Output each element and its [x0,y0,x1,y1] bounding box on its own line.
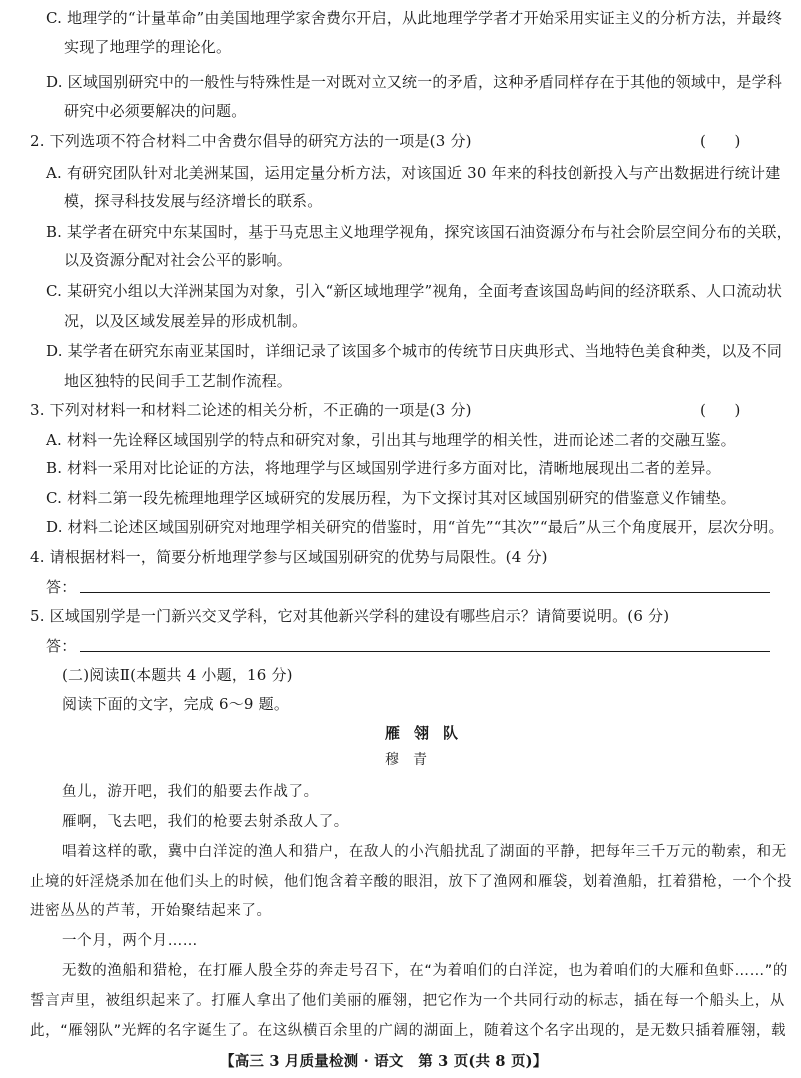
story-line: 誓言声里，被组织起来了。打雁人拿出了他们美丽的雁翎，把它作为一个共同行动的标志，插在每一个船头上，从 [30,993,785,1009]
q2-answer-bracket[interactable]: ( ) [700,132,741,150]
page-footer: 【高三 3 月质量检测 · 语文 第 3 页(共 8 页)】 [220,1053,548,1070]
q3-option-b: B. 材料一采用对比论证的方法，将地理学与区域国别学进行多方面对比，清晰地展现出二者的差异。 [46,459,721,477]
q3-option-a: A. 材料一先诠释区域国别学的特点和研究对象，引出其与地理学的相关性，进而论述二者的交融互鉴。 [46,431,736,449]
q4-stem: 4. 请根据材料一，简要分析地理学参与区域国别研究的优势与局限性。(4 分) [30,548,548,566]
story-line: 无数的渔船和猎枪，在打雁人殷全芬的奔走号召下，在“为着咱们的白洋淀，也为着咱们的大雁和鱼虾……”的 [62,963,788,979]
story-line: 一个月，两个月…… [62,933,198,949]
q2-option-c-line1: C. 某研究小组以大洋洲某国为对象，引入“新区域地理学”视角，全面考查该国岛屿间的经济联系、人口流动状 [46,282,783,300]
q3-option-c: C. 材料二第一段先梳理地理学区域研究的发展历程，为下文探讨其对区域国别研究的借鉴意义作铺垫。 [46,489,736,507]
q1-option-c-line2: 实现了地理学的理论化。 [64,38,232,56]
q1-option-d-line1: D. 区域国别研究中的一般性与特殊性是一对既对立又统一的矛盾，这种矛盾同样存在于其他的领域中，是学科 [46,73,783,91]
story-line: 唱着这样的歌，冀中白洋淀的渔人和猎户，在敌人的小汽船扰乱了湖面的平静，把每年三千万元的勒索，和无 [62,844,787,860]
q2-option-b-line2: 以及资源分配对社会公平的影响。 [64,251,293,269]
q5-answer-line[interactable] [80,651,770,652]
section-heading: (二)阅读Ⅱ(本题共 4 小题，16 分) [62,666,293,684]
q4-answer-line[interactable] [80,592,770,593]
q2-option-d-line1: D. 某学者在研究东南亚某国时，详细记录了该国多个城市的传统节日庆典形式、当地特色美食种类，以及不同 [46,342,783,360]
q3-stem: 3. 下列对材料一和材料二论述的相关分析，不正确的一项是(3 分) [30,401,472,419]
q2-option-a-line2: 模，探寻科技发展与经济增长的联系。 [64,192,323,210]
story-line: 此，“雁翎队”光辉的名字诞生了。在这纵横百余里的广阔的湖面上，随着这个名字出现的，是无数只插着雁翎，载 [30,1023,787,1039]
q2-option-d-line2: 地区独特的民间手工艺制作流程。 [64,372,293,390]
story-line: 雁啊，飞去吧，我们的枪要去射杀敌人了。 [62,814,349,830]
story-author: 穆青 [385,752,441,768]
q2-option-b-line1: B. 某学者在研究中东某国时，基于马克思主义地理学视角，探究该国石油资源分布与社会阶层空间分布的关联， [46,223,792,241]
q1-option-c-line1: C. 地理学的“计量革命”由美国地理学家舍费尔开启，从此地理学学者才开始采用实证主义的分析方法，并最终 [46,9,783,27]
q4-answer-label: 答： [46,578,77,596]
story-line: 进密丛丛的芦苇，开始聚结起来了。 [30,903,272,919]
q1-option-d-line2: 研究中必须要解决的问题。 [64,102,247,120]
story-line: 鱼儿，游开吧，我们的船要去作战了。 [62,784,319,800]
q2-stem: 2. 下列选项不符合材料二中舍费尔倡导的研究方法的一项是(3 分) [30,132,472,150]
q2-option-a-line1: A. 有研究团队针对北美洲某国，运用定量分析方法，对该国近 30 年来的科技创新投入与产出数据进行统计建 [46,164,781,182]
q2-option-c-line2: 况，以及区域发展差异的形成机制。 [64,312,308,330]
q3-answer-bracket[interactable]: ( ) [700,401,741,419]
section-instruction: 阅读下面的文字，完成 6～9 题。 [62,695,290,713]
story-line: 止境的奸淫烧杀加在他们头上的时候，他们饱含着辛酸的眼泪，放下了渔网和雁袋，划着渔船，扛着猎枪，一个个投 [30,874,793,890]
q3-option-d: D. 材料二论述区域国别研究对地理学相关研究的借鉴时，用“首先”“其次”“最后”从三个角度展开，层次分明。 [46,518,784,536]
story-title: 雁翎队 [385,724,473,742]
q5-stem: 5. 区域国别学是一门新兴交叉学科，它对其他新兴学科的建设有哪些启示？请简要说明。(6 分) [30,607,670,625]
q5-answer-label: 答： [46,637,77,655]
